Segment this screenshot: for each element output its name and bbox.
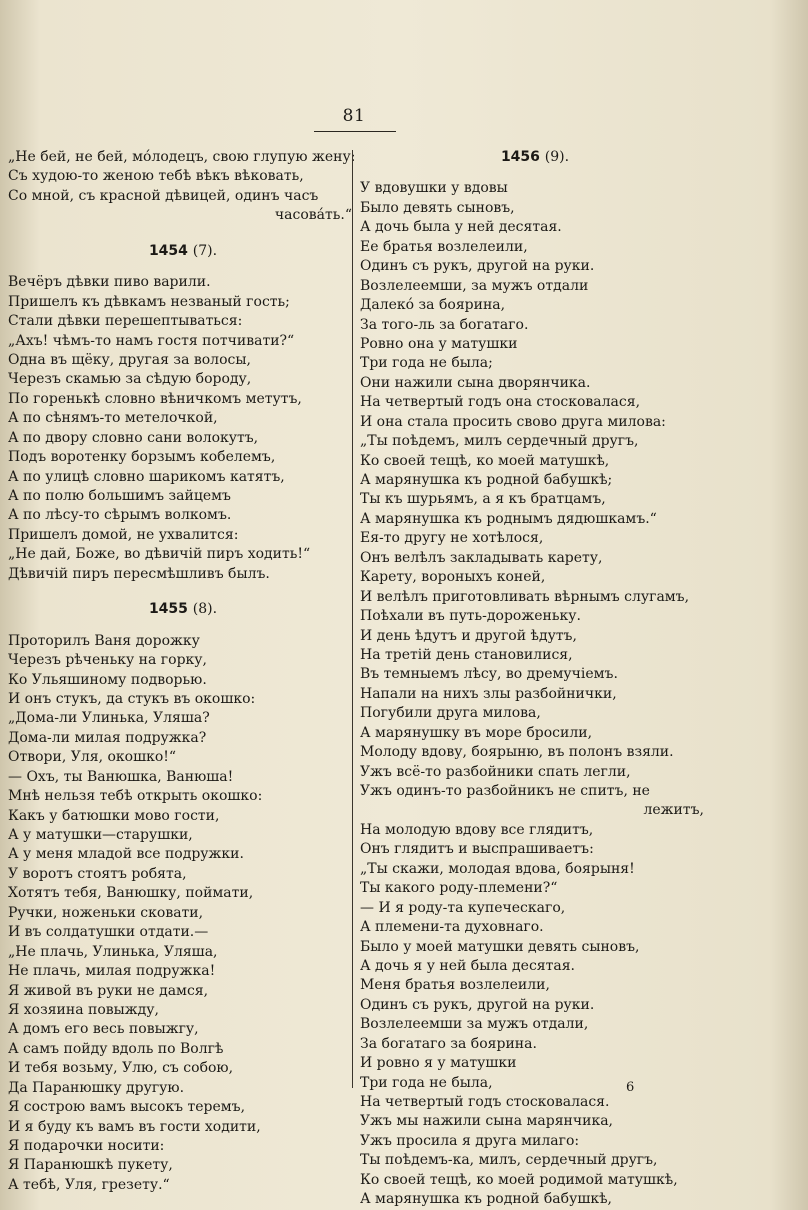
verse-line: Ужъ всё-то разбойники спать легли, bbox=[360, 763, 631, 780]
verse-line: „Не бей, не бей, мóлодецъ, свою глупую жену: bbox=[8, 149, 356, 165]
verse-line: Ты къ шурьямъ, а я къ братцамъ, bbox=[360, 491, 606, 508]
verse-line: Три года не была; bbox=[360, 355, 493, 372]
verse-line: Подъ воротенку борзымъ кобелемъ, bbox=[8, 449, 276, 466]
verse-line: Я Паранюшкѣ пукету, bbox=[8, 1157, 173, 1174]
verse-line: Напали на нихъ злы разбойнички, bbox=[360, 685, 617, 702]
verse-line: Проторилъ Ваня дорожку bbox=[8, 632, 200, 649]
verse-line: Ручки, ноженьки сковати, bbox=[8, 904, 204, 921]
verse-line: И она стала просить свово друга милова: bbox=[360, 413, 666, 430]
verse-line: А у меня младой все подружки. bbox=[8, 846, 244, 863]
verse-line: Отвори, Уля, окошко!“ bbox=[8, 749, 177, 766]
verse-line: Въ темныемъ лѣсу, во дремучіемъ. bbox=[360, 666, 618, 683]
verse-line: А тебѣ, Уля, грезету.“ bbox=[8, 1176, 170, 1193]
song-number: 1455 bbox=[148, 601, 188, 618]
verse-line: Возлелеемши за мужъ отдали, bbox=[360, 1016, 589, 1033]
verse-line: А марянушка къ родной бабушкѣ; bbox=[360, 472, 613, 488]
verse-line: Какъ у батюшки мово гости, bbox=[8, 807, 220, 824]
verse-line: Вечёръ дѣвки пиво варили. bbox=[8, 274, 211, 291]
song-1454-text bbox=[8, 273, 358, 584]
verse-line: А по полю большимъ зайцемъ bbox=[8, 488, 231, 504]
verse-line: — Охъ, ты Ванюшка, Ванюша! bbox=[8, 768, 234, 785]
verse-line: Было девять сыновъ, bbox=[360, 199, 515, 216]
verse-line: А по улицѣ словно шарикомъ катятъ, bbox=[8, 468, 285, 485]
verse-line: Не плачь, милая подружка! bbox=[8, 963, 216, 980]
verse-line-wrap: лежитъ, bbox=[643, 802, 704, 819]
verse-line: За того-ль за богатаго. bbox=[360, 316, 529, 333]
verse-line: На третій день становилися, bbox=[360, 646, 573, 663]
verse-line: Стали дѣвки перешептываться: bbox=[8, 313, 243, 330]
verse-line: Ты какого роду-племени?“ bbox=[360, 880, 558, 897]
verse-line: Я сострою вамъ высокъ теремъ, bbox=[8, 1099, 246, 1116]
verse-line: Одна въ щёку, другая за волосы, bbox=[8, 351, 251, 368]
verse-line: Онъ глядитъ и выспрашиваетъ: bbox=[360, 841, 594, 858]
song-number: 1456 bbox=[500, 149, 540, 165]
verse-line: „Не дай, Боже, во дѣвичій пиръ ходить!“ bbox=[8, 546, 311, 563]
verse-line: Ее братья возлелеили, bbox=[360, 238, 528, 255]
verse-line: Со мной, съ красной дѣвицей, одинъ часъ bbox=[8, 187, 319, 204]
verse-line: Пришелъ къ дѣвкамъ незваный гость; bbox=[8, 293, 290, 310]
song-heading-1455 bbox=[8, 600, 358, 619]
verse-line: А по сѣнямъ-то метелочкой, bbox=[8, 410, 218, 427]
verse-line: Одинъ съ рукъ, другой на руки. bbox=[360, 258, 595, 275]
verse-line: Ко своей тещѣ, ко моей родимой матушкѣ, bbox=[360, 1171, 678, 1188]
verse-line: Я подарочки носити: bbox=[8, 1138, 165, 1154]
verse-line: Ко своей тещѣ, ко моей матушкѣ, bbox=[360, 452, 610, 469]
verse-line: Ужъ просила я друга милаго: bbox=[360, 1132, 580, 1149]
verse-line: Три года не была, bbox=[360, 1074, 493, 1091]
verse-line: Они нажили сына дворянчика. bbox=[360, 374, 591, 391]
song-subnumber: (9). bbox=[544, 149, 570, 165]
verse-line-wrap: часовáть.“ bbox=[274, 207, 352, 224]
verse-line: На молодую вдову все глядитъ, bbox=[360, 821, 594, 838]
verse-line: И день ѣдутъ и другой ѣдутъ, bbox=[360, 627, 577, 644]
verse-line: За богатаго за боярина. bbox=[360, 1035, 537, 1052]
verse-line: На четвертый годъ стосковалася. bbox=[360, 1094, 610, 1110]
verse-line: А марянушка къ родной бабушкѣ, bbox=[360, 1191, 612, 1208]
left-column bbox=[8, 148, 358, 1195]
verse-line: „Ты скажи, молодая вдова, боярыня! bbox=[360, 860, 635, 877]
signature-mark: 6 bbox=[626, 1080, 635, 1095]
song-1455-text bbox=[8, 632, 358, 1196]
verse-line: А марянушка къ роднымъ дядюшкамъ.“ bbox=[360, 510, 657, 527]
verse-line: И я буду къ вамъ въ гости ходити, bbox=[8, 1118, 261, 1135]
verse-line: Я живой въ руки не дамся, bbox=[8, 982, 209, 999]
verse-line: А племени-та духовнаго. bbox=[360, 919, 544, 936]
verse-line: Да Паранюшку другую. bbox=[8, 1079, 185, 1096]
verse-line: Мнѣ нельзя тебѣ открыть окошко: bbox=[8, 788, 263, 805]
right-column bbox=[360, 148, 710, 1210]
verse-line: И въ солдатушки отдати.— bbox=[8, 924, 209, 941]
verse-line: Пришелъ домой, не ухвалится: bbox=[8, 526, 239, 543]
song-number: 1454 bbox=[148, 242, 188, 259]
verse-line: „Не плачь, Улинька, Уляша, bbox=[8, 943, 218, 960]
song-1456-text bbox=[360, 179, 710, 801]
page-number-rule bbox=[314, 131, 396, 132]
song-subnumber: (7). bbox=[192, 242, 218, 259]
song-heading-1454 bbox=[8, 242, 358, 261]
verse-line: „Дома-ли Улинька, Уляша? bbox=[8, 710, 210, 727]
verse-line: Карету, вороныхъ коней, bbox=[360, 569, 546, 586]
verse-line: И ровно я у матушки bbox=[360, 1055, 517, 1072]
song-heading-1456 bbox=[360, 148, 710, 167]
verse-line: Черезъ скамью за сѣдую бороду, bbox=[8, 371, 252, 388]
verse-line: По горенькѣ словно вѣничкомъ метутъ, bbox=[8, 390, 302, 407]
verse-line: У воротъ стоятъ робята, bbox=[8, 865, 187, 882]
page-number: 81 bbox=[342, 106, 366, 126]
verse-line: Погубили друга милова, bbox=[360, 705, 541, 722]
verse-line: Съ худою-то женою тебѣ вѣкъ вѣковать, bbox=[8, 168, 304, 185]
verse-line: Было у моей матушки девять сыновъ, bbox=[360, 938, 640, 955]
verse-line: Возлелеемши, за мужъ отдали bbox=[360, 277, 589, 294]
verse-line: „Ты поѣдемъ, милъ сердечный другъ, bbox=[360, 433, 639, 450]
verse-line: Меня братья возлелеили, bbox=[360, 977, 550, 994]
verse-line: А у матушки—старушки, bbox=[8, 827, 193, 843]
verse-line: А домъ его весь повыжгу, bbox=[8, 1021, 199, 1038]
verse-line: Хотятъ тебя, Ванюшку, поймати, bbox=[8, 885, 254, 902]
song-1456-text-continued bbox=[360, 821, 710, 1210]
verse-line: Ужъ одинъ-то разбойникъ не спитъ, не bbox=[360, 783, 650, 799]
verse-line: На четвертый годъ она стосковалася, bbox=[360, 394, 641, 411]
verse-line: Черезъ рѣченьку на горку, bbox=[8, 652, 207, 669]
verse-line: А марянушку въ море бросили, bbox=[360, 724, 593, 741]
verse-line: Молоду вдову, боярыню, въ полонъ взяли. bbox=[360, 744, 674, 761]
verse-line: Ея-то другу не хотѣлося, bbox=[360, 530, 544, 547]
verse-line: А дочь была у ней десятая. bbox=[360, 219, 562, 236]
verse-line: А самъ пойду вдоль по Волгѣ bbox=[8, 1040, 224, 1057]
verse-line: Онъ велѣлъ закладывать карету, bbox=[360, 549, 603, 566]
intro-stanza bbox=[8, 148, 358, 226]
verse-line: И тебя возьму, Улю, съ собою, bbox=[8, 1060, 234, 1077]
verse-line: Одинъ съ рукъ, другой на руки. bbox=[360, 996, 595, 1013]
verse-line: А по лѣсу-то сѣрымъ волкомъ. bbox=[8, 507, 232, 524]
verse-line: Дома-ли милая подружка? bbox=[8, 729, 207, 746]
verse-line: А по двору словно сани волокутъ, bbox=[8, 429, 259, 446]
verse-line: У вдовушки у вдовы bbox=[360, 180, 508, 197]
verse-line: Ровно она у матушки bbox=[360, 335, 518, 352]
verse-line: Я хозяина повыжду, bbox=[8, 1001, 159, 1018]
verse-line: Ко Ульяшиному подворью. bbox=[8, 671, 207, 688]
verse-line: Поѣхали въ путь-дороженьку. bbox=[360, 608, 581, 625]
verse-line: И велѣлъ приготовливать вѣрнымъ слугамъ, bbox=[360, 588, 690, 605]
column-divider bbox=[352, 150, 353, 1088]
verse-line: И онъ стукъ, да стукъ въ окошко: bbox=[8, 690, 256, 707]
song-subnumber: (8). bbox=[192, 601, 218, 618]
verse-line: „Ахъ! чѣмъ-то намъ гостя потчивати?“ bbox=[8, 332, 295, 349]
verse-line: Ты поѣдемъ-ка, милъ, сердечный другъ, bbox=[360, 1152, 658, 1169]
verse-line: А дочь я у ней была десятая. bbox=[360, 957, 576, 974]
verse-line: Дѣвичій пиръ пересмѣшливъ былъ. bbox=[8, 565, 270, 582]
verse-line: Ужъ мы нажили сына марянчика, bbox=[360, 1113, 614, 1130]
verse-line: Далекó за боярина, bbox=[360, 297, 506, 314]
verse-line: — И я роду-та купеческаго, bbox=[360, 899, 566, 916]
